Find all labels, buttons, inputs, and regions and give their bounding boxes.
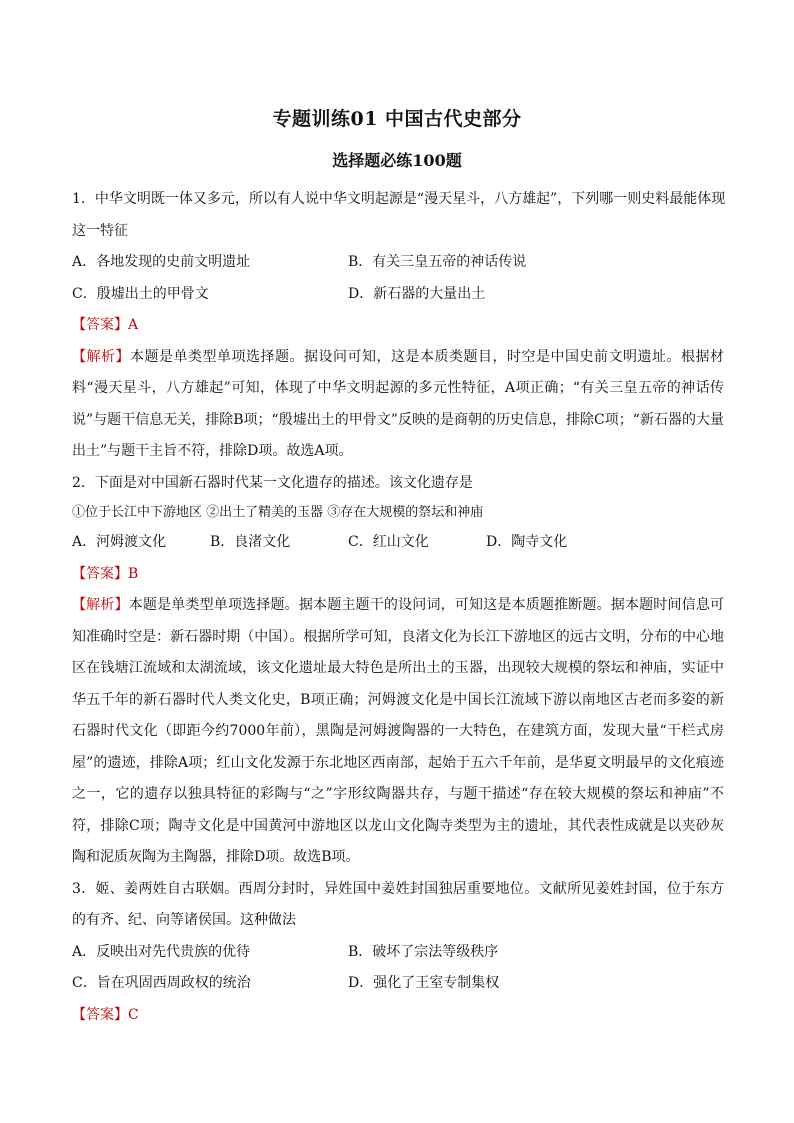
q3-option-c: C．旨在巩固西周政权的统治 (72, 975, 251, 991)
q1-options-row2 (72, 279, 724, 311)
q2-option-a: A．河姆渡文化 (72, 534, 167, 550)
q3-option-b: B．破坏了宗法等级秩序 (348, 943, 499, 960)
q1-stem-line2: 这一特征 (72, 222, 128, 239)
q1-answer (72, 310, 724, 342)
answer-label: 【答案】 (72, 565, 128, 582)
q3-option-d: D．强化了王室专制集权 (348, 975, 500, 991)
q2-answer-value: B (128, 565, 139, 582)
q1-answer-value: A (128, 317, 139, 333)
document-body (72, 184, 724, 1031)
q2-stem: 2．下面是对中国新石器时代某一文化遗存的描述。该文化遗存是 (72, 474, 473, 491)
analysis-label: 【解析】 (72, 348, 130, 365)
q1-analysis (72, 342, 724, 468)
q3-options-row1 (72, 937, 724, 969)
q1-analysis-text: 本题是单类型单项选择题。据设问可知，这是本质类题目，时空是中国史前文明遗址。根据材料“漫天星斗，八方雄起”可知，体现了中华文明起源的多元性特征，A项正确；“有关三皇五帝的神话传说”与题干信息无关，排除B项；“殷墟出土的甲骨文”反映的是商朝的历史信息，排除C项；“新石器的大量出土”与题干主旨不符，排除D项。故选A项。 (72, 348, 724, 459)
q1-option-a: A．各地发现的史前文明遗址 (72, 254, 251, 270)
q2-option-b: B．良渚文化 (210, 534, 291, 550)
q3-options-row2 (72, 968, 724, 1000)
q2-analysis (72, 590, 724, 874)
q2-option-c: C．红山文化 (348, 534, 429, 550)
q2-answer (72, 559, 724, 591)
q3-stem: 3．姬、姜两姓自古联姻。西周分封时，异姓国中姜姓封国独居重要地位。文献所见姜姓封国，位于东方的有齐、纪、向等诸侯国。这种做法 (72, 880, 724, 928)
q1-option-c: C．殷墟出土的甲骨文 (72, 285, 209, 302)
answer-label: 【答案】 (72, 1006, 128, 1023)
q2-option-d: D．陶寺文化 (486, 534, 568, 550)
q1-options-row1 (72, 247, 724, 279)
document-subtitle: 选择题必练100题 (332, 151, 462, 170)
q1-option-b: B．有关三皇五帝的神话传说 (348, 254, 527, 270)
answer-label: 【答案】 (72, 317, 128, 333)
analysis-label: 【解析】 (72, 597, 129, 613)
q3-answer-value: C (128, 1006, 139, 1023)
q1-option-d: D．新石器的大量出土 (348, 285, 486, 302)
q2-analysis-text: 本题是单类型单项选择题。据本题主题干的设问词，可知这是本质题推断题。据本题时间信息可知准确时空是：新石器时期（中国）。根据所学可知，良渚文化为长江下游地区的远古文明，分布的中心地区在钱塘江流域和太湖流域，该文化遗址最大特色是所出土的玉器，出现较大规模的祭坛和神庙，实证中华五千年的新石器时代人类文化史，B项正确；河姆渡文化是中国长江流域下游以南地区古老而多姿的新石器时代文化（即距今约7000年前），黑陶是河姆渡陶器的一大特色，在建筑方面，发现大量“干栏式房屋”的遗迹，排除A项；红山文化发源于东北地区西南部，起始于五六千年前，是华夏文明最早的文化痕迹之一，它的遗存以独具特征的彩陶与“之”字形纹陶器共存，与题干描述“存在较大规模的祭坛和神庙”不符，排除C项；陶寺文化是中国黄河中游地区以龙山文化陶寺类型为主的遗址，其代表性成就是以夹砂灰陶和泥质灰陶为主陶器，排除D项。故选B项。 (72, 597, 725, 865)
q3-answer (72, 1000, 724, 1032)
q2-clues: ①位于长江中下游地区 ②出土了精美的玉器 ③存在大规模的祭坛和神庙 (72, 505, 484, 520)
q1-stem-line1: 1．中华文明既一体又多元，所以有人说中华文明起源是“漫天星斗，八方雄起”，下列哪一则史料最能体现 (72, 191, 726, 207)
document-title: 专题训练01 中国古代史部分 (272, 108, 522, 130)
q3-option-a: A．反映出对先代贵族的优待 (72, 943, 251, 960)
q2-options (72, 527, 724, 559)
